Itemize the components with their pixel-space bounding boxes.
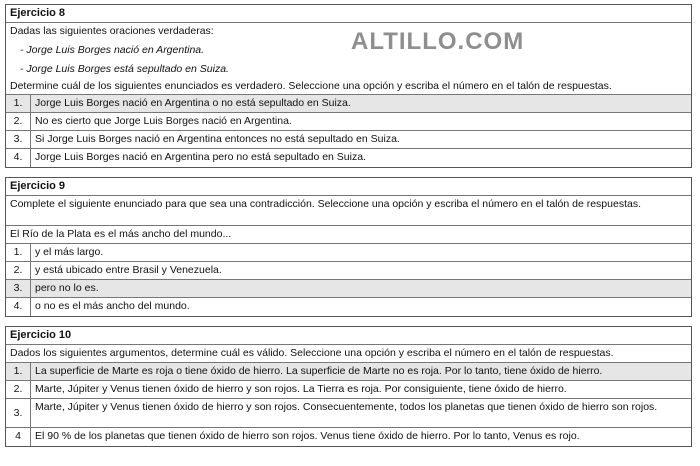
option-text: Jorge Luis Borges nació en Argentina o no está sepultado en Suiza. <box>35 97 351 109</box>
option-3[interactable] <box>6 131 691 149</box>
option-text: Si Jorge Luis Borges nació en Argentina entonces no está sepultado en Suiza. <box>35 133 400 145</box>
true-statement: - Jorge Luis Borges está sepultado en Suiza. <box>20 63 229 75</box>
option-text: y el más largo. <box>35 246 104 258</box>
option-number: 4 <box>6 428 31 446</box>
option-number: 2. <box>6 262 31 279</box>
option-number: 4. <box>6 298 31 316</box>
option-number: 3. <box>6 280 31 297</box>
option-1[interactable] <box>6 363 691 381</box>
option-text: Marte, Júpiter y Venus tienen óxido de hierro y son rojos. Consecuentemente, todos los planetas que tienen óxido de hierro son rojos. <box>35 401 658 413</box>
exercise-intro: Complete el siguiente enunciado para que sea una contradicción. Seleccione una opción y escriba el número en el talón de respuestas. <box>6 196 691 226</box>
option-text: o no es el más ancho del mundo. <box>35 300 190 312</box>
option-number: 3. <box>6 399 31 427</box>
watermark: ALTILLO.COM <box>351 28 525 55</box>
option-3[interactable] <box>6 399 691 428</box>
exercise-intro: Dados los siguientes argumentos, determine cuál es válido. Seleccione una opción y escriba el número en el talón de respuestas. <box>6 345 691 363</box>
option-text: Jorge Luis Borges nació en Argentina pero no está sepultado en Suiza. <box>35 151 366 163</box>
option-1[interactable] <box>6 95 691 113</box>
option-number: 4. <box>6 149 31 167</box>
option-2[interactable] <box>6 113 691 131</box>
option-text: pero no lo es. <box>35 282 99 294</box>
option-number: 2. <box>6 381 31 398</box>
option-text: Marte, Júpiter y Venus tienen óxido de hierro y son rojos. La Tierra es roja. Por consiguiente, tiene óxido de hierro. <box>35 383 567 395</box>
option-4[interactable] <box>6 428 691 446</box>
option-text: El 90 % de los planetas que tienen óxido de hierro son rojos. Venus tiene óxido de hierro. Por lo tanto, Venus es rojo. <box>35 430 580 442</box>
option-1[interactable] <box>6 244 691 262</box>
option-number: 2. <box>6 113 31 130</box>
exercise-title: Ejercicio 10 <box>6 327 691 345</box>
option-number: 3. <box>6 131 31 148</box>
option-number: 1. <box>6 244 31 261</box>
option-number: 1. <box>6 95 31 112</box>
option-2[interactable] <box>6 381 691 399</box>
option-2[interactable] <box>6 262 691 280</box>
exercise-title: Ejercicio 8 <box>6 5 691 23</box>
exercise-10 <box>5 326 692 447</box>
exercise-9 <box>5 177 692 317</box>
exercise-stem: El Río de la Plata es el más ancho del mundo... <box>6 226 691 244</box>
option-text: y está ubicado entre Brasil y Venezuela. <box>35 264 222 276</box>
option-3[interactable] <box>6 280 691 298</box>
exercise-title: Ejercicio 9 <box>6 178 691 196</box>
exercise-8 <box>5 4 692 168</box>
option-number: 1. <box>6 363 31 380</box>
option-text: La superficie de Marte es roja o tiene óxido de hierro. La superficie de Marte no es roja. Por lo tanto, tiene óxido de hierro. <box>35 365 603 377</box>
true-statement: - Jorge Luis Borges nació en Argentina. <box>20 44 205 56</box>
option-4[interactable] <box>6 149 691 167</box>
exercise-intro: Dadas las siguientes oraciones verdaderas: <box>10 25 214 37</box>
exercise-instruction: Determine cuál de los siguientes enunciados es verdadero. Seleccione una opción y escriba el número en el talón de respuestas. <box>6 78 691 95</box>
option-4[interactable] <box>6 298 691 316</box>
option-text: No es cierto que Jorge Luis Borges nació en Argentina. <box>35 115 292 127</box>
